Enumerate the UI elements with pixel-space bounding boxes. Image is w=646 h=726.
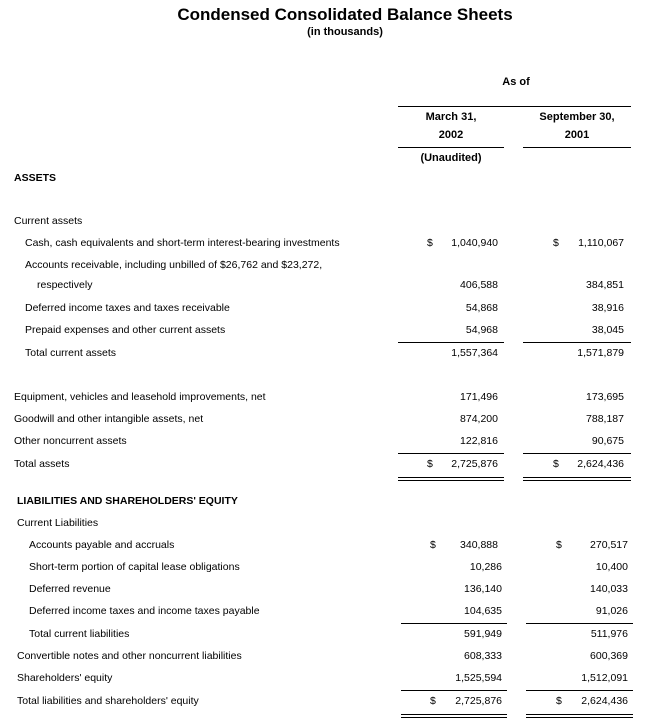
total-assets-c2-currency: $ [553, 458, 559, 470]
total-assets-c1-double-rule-bottom [398, 480, 504, 481]
equip-c2-value: 173,695 [586, 391, 624, 403]
tca-c2-rule [523, 342, 631, 343]
lease-c1-value: 10,286 [469, 561, 502, 573]
dit-liab-c2-value: 91,026 [595, 605, 628, 617]
goodwill-label: Goodwill and other intangible assets, net [14, 413, 204, 425]
tcl-c1-value: 591,949 [464, 628, 502, 640]
total-liab-c1-value: 2,725,876 [455, 695, 502, 707]
total-liab-c2-double-rule-top [526, 714, 633, 715]
assets-heading: ASSETS [14, 172, 57, 184]
dit-assets-c2-value: 38,916 [591, 302, 624, 314]
ap-label: Accounts payable and accruals [29, 539, 175, 551]
ar-label-line1: Accounts receivable, including unbilled of $26,762 and $23,272, [25, 259, 323, 271]
other-assets-c2-value: 90,675 [591, 435, 624, 447]
page-title: Condensed Consolidated Balance Sheets [177, 5, 513, 24]
page-subtitle: (in thousands) [307, 26, 383, 38]
ap-c2-currency: $ [556, 539, 562, 551]
equip-c1-value: 171,496 [460, 391, 498, 403]
other-assets-c1-value: 122,816 [460, 435, 498, 447]
col2-header-rule [523, 147, 631, 148]
total-assets-c1-rule [398, 453, 504, 454]
conv-label: Convertible notes and other noncurrent liabilities [17, 650, 242, 662]
ar-c2-value: 384,851 [586, 279, 624, 291]
col1-header-unaudited: (Unaudited) [420, 152, 482, 164]
total-liab-c2-value: 2,624,436 [581, 695, 628, 707]
total-liab-c2-double-rule-bottom [526, 717, 633, 718]
ar-c1-value: 406,588 [460, 279, 498, 291]
prepaid-c2-value: 38,045 [591, 324, 624, 336]
goodwill-c1-value: 874,200 [460, 413, 498, 425]
col1-header-rule [398, 147, 504, 148]
dit-liab-c1-value: 104,635 [464, 605, 502, 617]
current-liabilities-heading: Current Liabilities [17, 517, 99, 529]
dit-liab-label: Deferred income taxes and income taxes payable [29, 605, 260, 617]
cash-label: Cash, cash equivalents and short-term interest-bearing investments [25, 237, 340, 249]
equity-c2-value: 1,512,091 [581, 672, 628, 684]
ar-label-line2: respectively [37, 279, 93, 291]
total-liab-c1-double-rule-bottom [401, 717, 507, 718]
tca-c1-rule [398, 342, 504, 343]
total-liab-c1-double-rule-top [401, 714, 507, 715]
total-assets-c1-currency: $ [427, 458, 433, 470]
prepaid-label: Prepaid expenses and other current assets [25, 324, 226, 336]
lease-c2-value: 10,400 [595, 561, 628, 573]
ap-c1-currency: $ [430, 539, 436, 551]
ap-c2-value: 270,517 [590, 539, 628, 551]
liabilities-heading: LIABILITIES AND SHAREHOLDERS' EQUITY [17, 495, 238, 507]
col2-header-year: 2001 [564, 129, 590, 141]
ap-c1-value: 340,888 [460, 539, 498, 551]
cash-c1-value: 1,040,940 [451, 237, 498, 249]
conv-c2-value: 600,369 [590, 650, 628, 662]
header-rule [398, 106, 631, 107]
dit-assets-label: Deferred income taxes and taxes receivable [25, 302, 230, 314]
total-assets-label: Total assets [14, 458, 70, 470]
tca-c1-value: 1,557,364 [451, 347, 498, 359]
lease-label: Short-term portion of capital lease obligations [29, 561, 240, 573]
other-assets-label: Other noncurrent assets [14, 435, 127, 447]
tcl-c1-rule [401, 623, 507, 624]
prepaid-c1-value: 54,968 [465, 324, 498, 336]
equip-label: Equipment, vehicles and leasehold improvements, net [14, 391, 266, 403]
total-assets-c1-double-rule-top [398, 477, 504, 478]
tca-c2-value: 1,571,879 [577, 347, 624, 359]
as-of-header: As of [502, 76, 530, 88]
total-assets-c2-double-rule-bottom [523, 480, 631, 481]
total-assets-c2-double-rule-top [523, 477, 631, 478]
equity-label: Shareholders' equity [17, 672, 113, 684]
col1-header-month: March 31, [425, 111, 477, 123]
defrev-c1-value: 136,140 [464, 583, 502, 595]
defrev-label: Deferred revenue [29, 583, 111, 595]
total-assets-c2-value: 2,624,436 [577, 458, 624, 470]
cash-c2-value: 1,110,067 [578, 237, 624, 249]
tcl-label: Total current liabilities [29, 628, 130, 640]
total-assets-c2-rule [523, 453, 631, 454]
dit-assets-c1-value: 54,868 [465, 302, 498, 314]
defrev-c2-value: 140,033 [590, 583, 628, 595]
cash-c2-currency: $ [553, 237, 559, 249]
total-liab-label: Total liabilities and shareholders' equity [17, 695, 199, 707]
conv-c1-value: 608,333 [464, 650, 502, 662]
goodwill-c2-value: 788,187 [586, 413, 624, 425]
current-assets-heading: Current assets [14, 215, 83, 227]
total-liab-c2-rule [526, 690, 633, 691]
tcl-c2-value: 511,976 [590, 628, 628, 640]
tca-label: Total current assets [25, 347, 117, 359]
total-liab-c1-rule [401, 690, 507, 691]
cash-c1-currency: $ [427, 237, 433, 249]
total-liab-c2-currency: $ [556, 695, 562, 707]
col1-header-year: 2002 [438, 129, 464, 141]
equity-c1-value: 1,525,594 [455, 672, 502, 684]
tcl-c2-rule [526, 623, 633, 624]
total-assets-c1-value: 2,725,876 [451, 458, 498, 470]
total-liab-c1-currency: $ [430, 695, 436, 707]
col2-header-month: September 30, [539, 111, 615, 123]
